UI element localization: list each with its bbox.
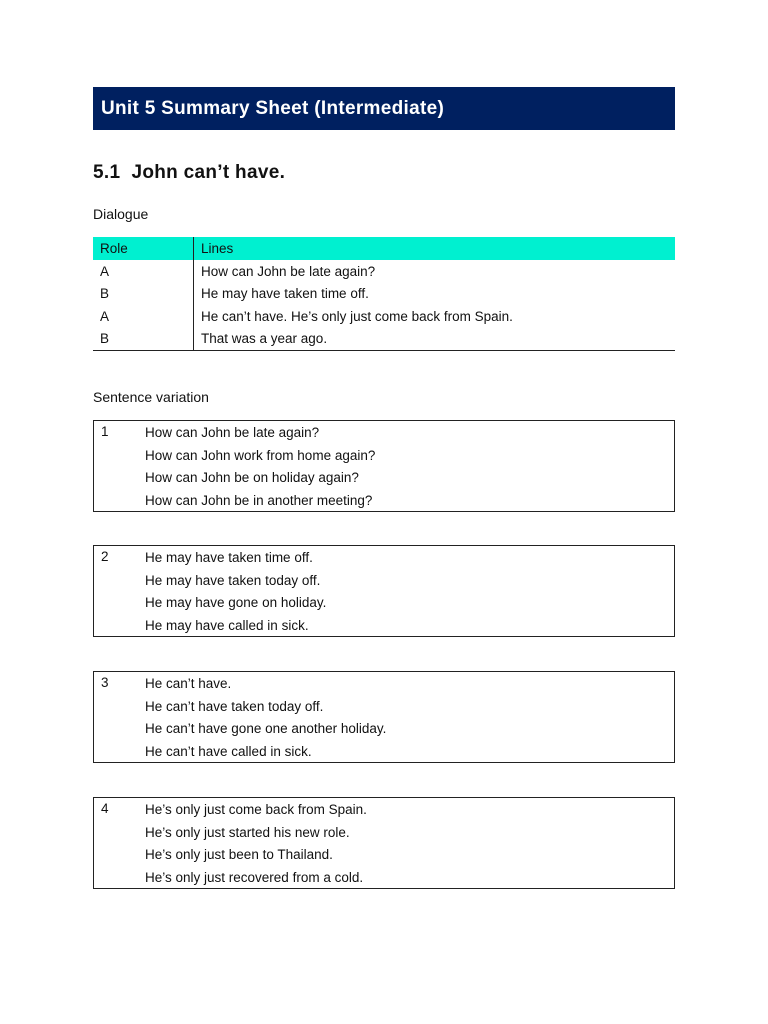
variation-line: He can’t have called in sick. — [145, 744, 312, 760]
variation-lines — [145, 549, 326, 640]
variation-number: 2 — [101, 549, 109, 564]
variation-box-1 — [93, 420, 675, 512]
line-cell: He can’t have. He’s only just come back from Spain. — [201, 308, 513, 324]
table-row — [93, 328, 675, 351]
lines-column-header: Lines — [194, 237, 676, 260]
variation-line: He may have called in sick. — [145, 618, 309, 634]
line-cell: That was a year ago. — [194, 328, 676, 351]
variation-line: How can John be in another meeting? — [145, 493, 373, 509]
variation-line: He’s only just come back from Spain. — [145, 802, 367, 817]
role-cell: B — [93, 328, 194, 351]
dialogue-header-row — [93, 237, 675, 260]
variation-line: He may have gone on holiday. — [145, 595, 327, 611]
table-row — [93, 305, 675, 328]
variation-line: He’s only just been to Thailand. — [145, 847, 333, 863]
variation-line: How can John be on holiday again? — [145, 470, 359, 486]
variation-line: How can John work from home again? — [145, 447, 376, 463]
variation-line: He can’t have. — [145, 676, 232, 691]
title-bar — [93, 87, 675, 130]
variation-line: He may have taken time off. — [145, 550, 313, 565]
variation-line: He’s only just started his new role. — [145, 824, 350, 840]
role-cell: B — [93, 283, 194, 306]
variation-number: 4 — [101, 801, 109, 816]
variation-line: He can’t have gone one another holiday. — [145, 721, 387, 737]
variation-line: He can’t have taken today off. — [145, 698, 324, 714]
dialogue-table — [93, 237, 675, 351]
line-cell: How can John be late again? — [201, 263, 376, 279]
line-cell: He may have taken time off. — [201, 286, 369, 302]
variation-box-3 — [93, 671, 675, 763]
page-title: Unit 5 Summary Sheet (Intermediate) — [101, 97, 445, 119]
variation-number: 1 — [101, 424, 109, 439]
role-cell: A — [93, 305, 194, 328]
variation-box-2 — [93, 545, 675, 637]
variation-lines — [145, 801, 367, 892]
variation-number: 3 — [101, 675, 109, 690]
variation-line: How can John be late again? — [145, 425, 320, 440]
variation-lines — [145, 424, 375, 515]
dialogue-heading: Dialogue — [93, 206, 149, 222]
table-row — [93, 260, 675, 283]
variation-lines — [145, 675, 386, 766]
role-column-header: Role — [93, 237, 194, 260]
variation-heading: Sentence variation — [93, 389, 209, 405]
variation-line: He may have taken today off. — [145, 572, 321, 588]
section-heading: 5.1 John can’t have. — [93, 162, 286, 183]
variation-line: He’s only just recovered from a cold. — [145, 870, 364, 886]
role-cell: A — [93, 260, 194, 283]
table-row — [93, 283, 675, 306]
variation-box-4 — [93, 797, 675, 889]
